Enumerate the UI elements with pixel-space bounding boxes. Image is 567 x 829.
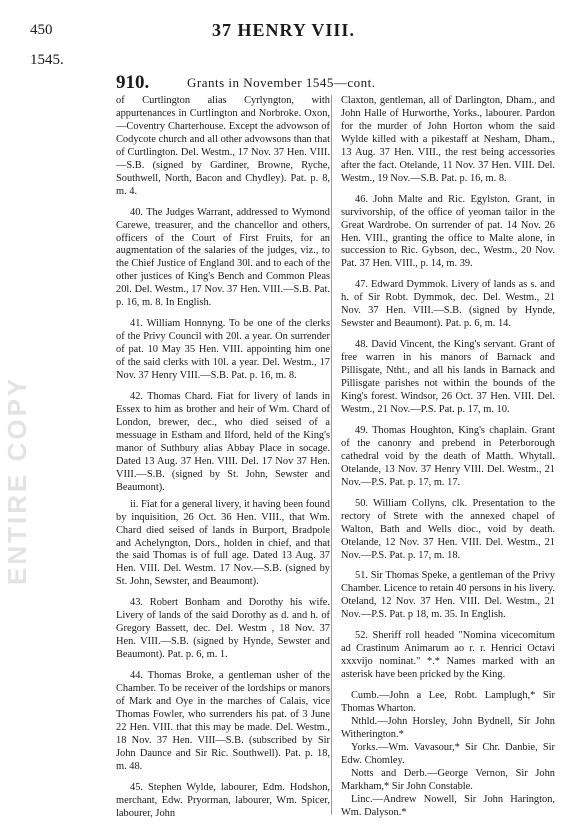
sheriff-list <box>341 690 555 820</box>
year-marker: 1545. <box>30 52 64 68</box>
entry-45: 45. Stephen Wylde, labourer, Edm. Hodshon, merchant, Edw. Pryorman, labourer, Wm. Spicer, labourer, John <box>116 781 330 819</box>
entry-39-continuation: of Curtlington alias Cyrlyngton, with appurtenances in Curtlington and Norbroke. Oxon,—Coventry Charterhouse. Except the advowson of Codycote church and all other advowsons than that of Curtlington. Del. Westm., 17 Nov. 37 Hen. VIII.—S.B. (signed by Gardiner, Browne, Ryche, Southwell, North, Bacon and Chydley). Pat. p. 8, m. 4. <box>116 95 330 197</box>
entry-43: 43. Robert Bonham and Dorothy his wife. Livery of lands of the said Dorothy as d. and h. of Gregory Bassett, dec. Del. Westm , 18 Nov. 37 Hen. VIII.—S.B. (signed by Hynde, Sewster and Beaumont). Pat. p. 6, m. 1. <box>116 597 330 661</box>
watermark: ENTIRE COPY <box>2 375 32 585</box>
entry-44: 44. Thomas Broke, a gentleman usher of the Chamber. To be receiver of the lordships or manors of Mark and Oye in the marches of Calais, vice Thomas Fowler, who surrenders his pat. of 3 June 22 Hen. VIII. that this may be made. Del. Westm., 18 Nov. 37 Hen. VIII—S.B. (subscribed by Sir John Daunce and Sir Ric. Southwell). Pat. p. 18, m. 48. <box>116 670 330 772</box>
sheriff-list-item: Linc.—Andrew Nowell, Sir John Harington, Wm. Dalyson.* <box>341 793 555 818</box>
column-divider <box>331 95 332 815</box>
sheriff-list-item: Cumb.—John a Lee, Robt. Lamplugh,* Sir Thomas Wharton. <box>341 690 555 715</box>
entry-51: 51. Sir Thomas Speke, a gentleman of the Privy Chamber. Licence to retain 40 persons in his livery. Oteland, 12 Nov. 37 Hen. VIII. Del. Westm., 21 Nov.—P.S. Pat. p 18, m. 35. In English. <box>341 570 556 621</box>
entry-50: 50. William Collyns, clk. Presentation to the rectory of Strete with the annexed chapel of Walton, Bath and Wells dioc., void by death. Otelande, 12 Nov. 37 Hen. VIII. Del. Westm., 21 Nov.—P.S. Pat. p. 17, m. 18. <box>341 497 555 561</box>
left-column <box>116 95 330 829</box>
section-heading: Grants in November 1545—cont. <box>187 75 376 90</box>
page-number: 450 <box>30 22 53 38</box>
right-column <box>341 95 555 820</box>
entry-40: 40. The Judges Warrant, addressed to Wymond Carewe, treasurer, and the chancellor and others, officers of the Court of First Fruits, for an augmentation of the salaries of the judges, viz., to the Chief Justice of England 30l. and to each of the other justices of King's Bench and Common Pleas 20l. Del. Westm., 17 Nov. 37 Hen. VIII.—S.B. Pat. p. 16, m. 8. In English. <box>116 206 330 309</box>
entry-46: 46. John Malte and Ric. Egylston. Grant, in survivorship, of the office of yeoman tailor in the Great Wardrobe. On surrender of pat. 14 Nov. 26 Hen. VIII., granting the office to Malte alone, in succession to Ric. Gybson, dec., Westm., 20 Nov. Pat. 37 Hen. VIII., p. 14, m. 39. <box>341 193 555 270</box>
sheriff-list-item: Nthld.—John Horsley, John Bydnell, Sir John Witherington.* <box>341 715 555 740</box>
entry-42: 42. Thomas Chard. Fiat for livery of lands in Essex to him as brother and heir of Wm. Chard of London, brewer, dec., who died seised of a messuage in Estham and Ilford, held of the King's manor of Suthbury alias Abbay Place in socage. Dated 13 Aug. 37 Hen. VIII. Del. 17 Nov 37 Hen. VIII.—S.B. (signed by St. John, Sewster and Beaumont). <box>116 391 330 493</box>
entry-45-continuation: Claxton, gentleman, all of Darlington, Dham., and John Halle of Hurworthe, Yorks., labourer. Pardon for the murder of John Horton whom the said Wylde killed with a pikestaff at Nesham, Dham., 13 Aug. 37 Hen. VIII., the rest being accessories after the fact. Otelande, 11 Nov. 37 Hen. VIII. Del. Westm., 19 Nov.—S.B. Pat. p. 16, m. 8. <box>341 95 555 184</box>
entry-49: 49. Thomas Houghton, King's chaplain. Grant of the canonry and prebend in Peterborough cathedral void by the death of Matth. Whytall. Otelande, 13 Nov. 37 Henry VIII. Del. Westm., 21 Nov.—P.S. Pat. p. 17, m. 17. <box>341 424 555 488</box>
entry-48: 48. David Vincent, the King's servant. Grant of free warren in his manors of Barnack and Pillisgate, Ntht., and all his lands in Barnack and Pillisgate parishes not within the bounds of the King's forest. Windsor, 26 Oct. 37 Hen. VIII. Del. Westm., 21 Nov.—P.S. Pat. p. 17, m. 10. <box>341 339 555 415</box>
document-number: 910. <box>116 72 150 93</box>
entry-42-ii: ii. Fiat for a general livery, it having been found by inquisition, 26 Oct. 36 Hen. VIII., that Wm. Chard died seised of lands in Burport, Bradpole and Achelyngton, Dors., holden in chief, and that the said Thomas is of full age. Dated 13 Aug. 37 Hen. VIII. Del. Westm. 17 Nov.—S.B. (signed by St. John, Sewster, and Beaumont). <box>116 498 330 588</box>
entry-41: 41. William Honnyng. To be one of the clerks of the Privy Council with 20l. a year. On surrender of pat. 10 May 35 Hen. VIII. appointing him one of the said clerks with 10l. a year. Del. Westm., 17 Nov. 37 Henry VIII.—S.B. Pat. p. 16, m. 8. <box>116 318 330 382</box>
sheriff-list-item: Yorks.—Wm. Vavasour,* Sir Chr. Danbie, Sir Edw. Chomley. <box>341 741 555 766</box>
entry-47: 47. Edward Dymmok. Livery of lands as s. and h. of Sir Robt. Dymmok, dec. Del. Westm., 21 Nov. 37 Hen. VIII.—S.B. (signed by Hynde, Sewster and Beaumont). Pat. p. 6, m. 14. <box>341 279 555 330</box>
sheriff-list-item: Notts and Derb.—George Vernon, Sir John Markham,* Sir John Constable. <box>341 767 555 792</box>
entry-52: 52. Sheriff roll headed "Nomina vicecomitum ad Crastinum Animarum ao r. r. Henrici Octavi xxxvijo nominat." *.* Names marked with an asterisk have been pricked by the King. <box>341 630 555 681</box>
running-head: 37 HENRY VIII. <box>212 20 355 40</box>
